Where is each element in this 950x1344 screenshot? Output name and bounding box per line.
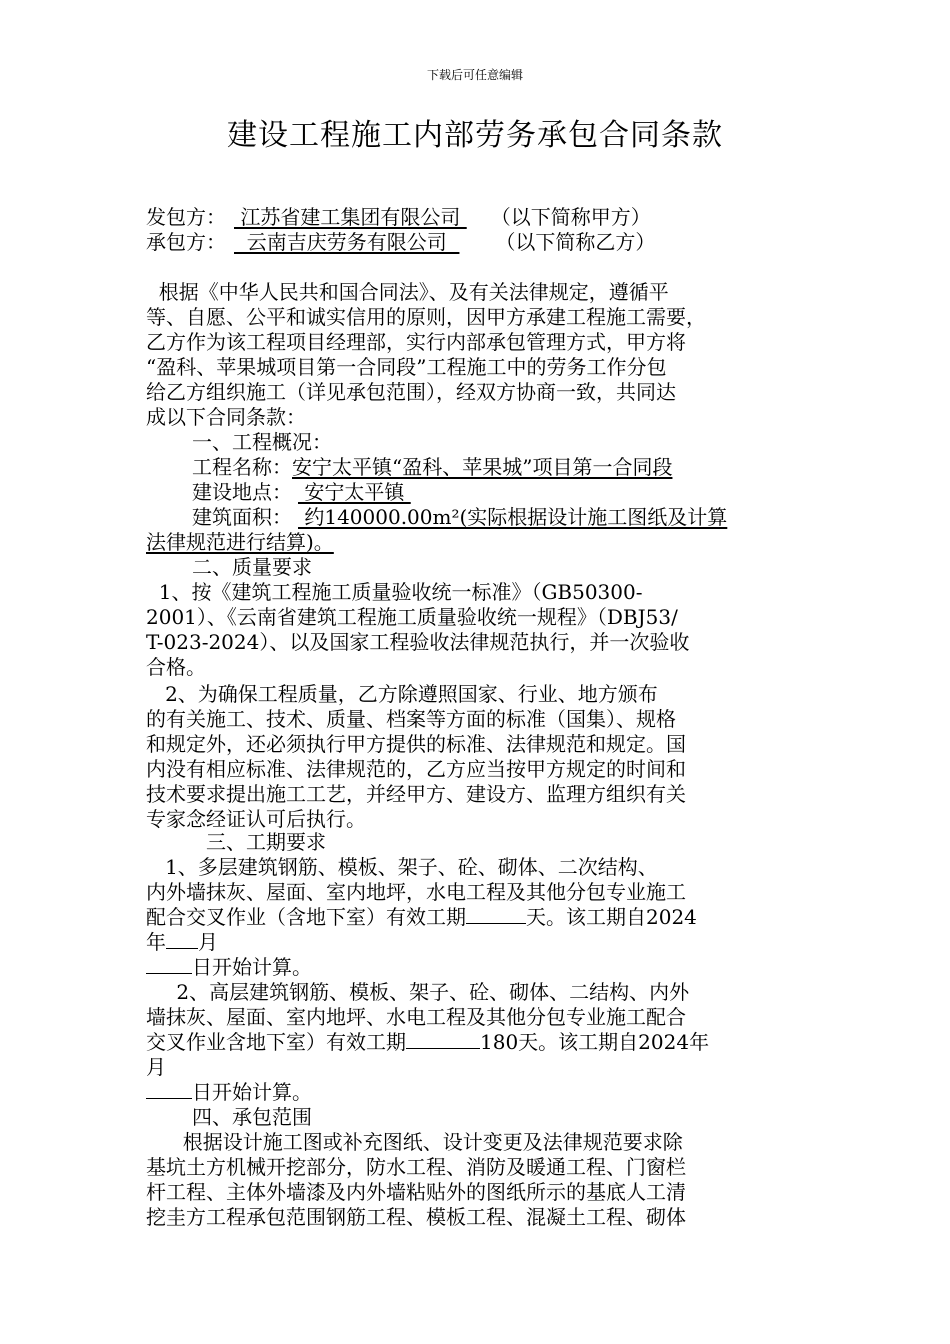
schedule-item-1-line: 1、多层建筑钢筋、模板、架子、砼、砌体、二次结构、 (146, 855, 658, 879)
location-value: 安宁太平镇 (298, 480, 411, 504)
preamble-line: 给乙方组织施工（详见承包范围），经双方协商一致，共同达 (146, 380, 676, 404)
quality-item-2-line: 技术要求提出施工工艺，并经甲方、建设方、监理方组织有关 (146, 782, 686, 806)
location-line (192, 480, 415, 504)
month-label: 月 (198, 930, 218, 954)
party-a-label: 发包方： (146, 205, 226, 229)
project-name-line (192, 455, 672, 479)
area-line (192, 505, 727, 529)
preamble-line: 成以下合同条款： (146, 405, 306, 429)
start-text: 日开始计算。 (192, 955, 312, 979)
quality-item-1-line: T-023-2024）、以及国家工程验收法律规范执行，并一次验收 (146, 630, 690, 654)
party-a-name: 江苏省建工集团有限公司 (234, 205, 467, 229)
party-b-alias: （以下简称乙方） (495, 230, 656, 254)
schedule-item-2-line (146, 1080, 312, 1104)
schedule-item-1-line (146, 955, 312, 979)
preamble-line: 等、自愿、公平和诚实信用的原则，因甲方承建工程施工需要， (146, 305, 706, 329)
party-b-label: 承包方： (146, 230, 226, 254)
quality-item-2-line: 的有关施工、技术、质量、档案等方面的标准（国集）、规格 (146, 707, 676, 731)
scope-line: 根据设计施工图或补充图纸、设计变更及法律规范要求除 (170, 1130, 683, 1154)
schedule-item-1-text: 天。该工期自2024 (526, 905, 697, 929)
day-blank (146, 955, 192, 974)
quality-item-1-line: 2001）、《云南省建筑工程施工质量验收统一规程》（DBJ53/ (146, 605, 678, 629)
header-note: 下载后可任意编辑 (426, 68, 523, 82)
year-label: 年 (146, 930, 166, 954)
schedule-item-1-text: 配合交叉作业（含地下室）有效工期 (146, 905, 466, 929)
schedule-item-2-line (146, 1030, 709, 1054)
month-blank (166, 930, 198, 949)
schedule-item-1-line (146, 905, 697, 929)
section-heading: 三、工期要求 (206, 830, 326, 854)
section-heading: 一、工程概况： (192, 430, 332, 454)
schedule-item-2-text: 180天。该工期自2024年 (480, 1030, 710, 1054)
day-blank (146, 1080, 192, 1099)
project-name-value: 安宁太平镇“盈科、苹果城”项目第一合同段 (292, 455, 673, 479)
party-a-alias: （以下简称甲方） (490, 205, 651, 229)
section-heading: 二、质量要求 (192, 555, 312, 579)
area-value: 约140000.00m²(实际根据设计施工图纸及计算 (298, 505, 728, 529)
quality-item-2-line: 和规定外，还必须执行甲方提供的标准、法律规范和规定。国 (146, 732, 686, 756)
schedule-item-1-line (146, 930, 218, 954)
quality-item-1-line: 1、按《建筑工程施工质量验收统一标准》（GB50300- (146, 580, 643, 604)
party-b-name: 云南吉庆劳务有限公司 (234, 230, 460, 254)
section-heading: 四、承包范围 (192, 1105, 312, 1129)
party-b-line (146, 230, 655, 254)
area-value-continued: 法律规范进行结算)。 (146, 530, 334, 554)
quality-item-2-line: 2、为确保工程质量，乙方除遵照国家、行业、地方颁布 (146, 682, 658, 706)
schedule-item-1-line: 内外墙抹灰、屋面、室内地坪，水电工程及其他分包专业施工 (146, 880, 686, 904)
preamble-line: 根据《中华人民共和国合同法》、及有关法律规定，遵循平 (146, 280, 669, 304)
schedule-item-2-line: 墙抹灰、屋面、室内地坪、水电工程及其他分包专业施工配合 (146, 1005, 686, 1029)
scope-line: 挖圭方工程承包范围钢筋工程、模板工程、混凝土工程、砌体 (146, 1205, 686, 1229)
schedule-item-2-text: 交叉作业含地下室）有效工期 (146, 1030, 406, 1054)
duration-blank (466, 905, 526, 924)
document-title: 建设工程施工内部劳务承包合同条款 (227, 118, 723, 153)
preamble-line: “盈科、苹果城项目第一合同段”工程施工中的劳务工作分包 (146, 355, 667, 379)
project-name-label: 工程名称： (192, 455, 292, 479)
party-a-line (146, 205, 651, 229)
quality-item-1-line: 合格。 (146, 655, 206, 679)
quality-item-2-line: 内没有相应标准、法律规范的，乙方应当按甲方规定的时间和 (146, 757, 686, 781)
start-text: 日开始计算。 (192, 1080, 312, 1104)
scope-line: 杆工程、主体外墙漆及内外墙粘贴外的图纸所示的基底人工清 (146, 1180, 686, 1204)
month-label: 月 (146, 1055, 166, 1079)
schedule-item-2-line: 2、高层建筑钢筋、模板、架子、砼、砌体、二结构、内外 (170, 980, 690, 1004)
quality-item-2-line: 专家念经证认可后执行。 (146, 807, 366, 831)
area-label: 建筑面积： (192, 505, 292, 529)
duration-blank (406, 1030, 480, 1049)
scope-line: 基坑土方机械开挖部分，防水工程、消防及暖通工程、门窗栏 (146, 1155, 686, 1179)
preamble-line: 乙方作为该工程项目经理部，实行内部承包管理方式，甲方将 (146, 330, 686, 354)
location-label: 建设地点： (192, 480, 292, 504)
